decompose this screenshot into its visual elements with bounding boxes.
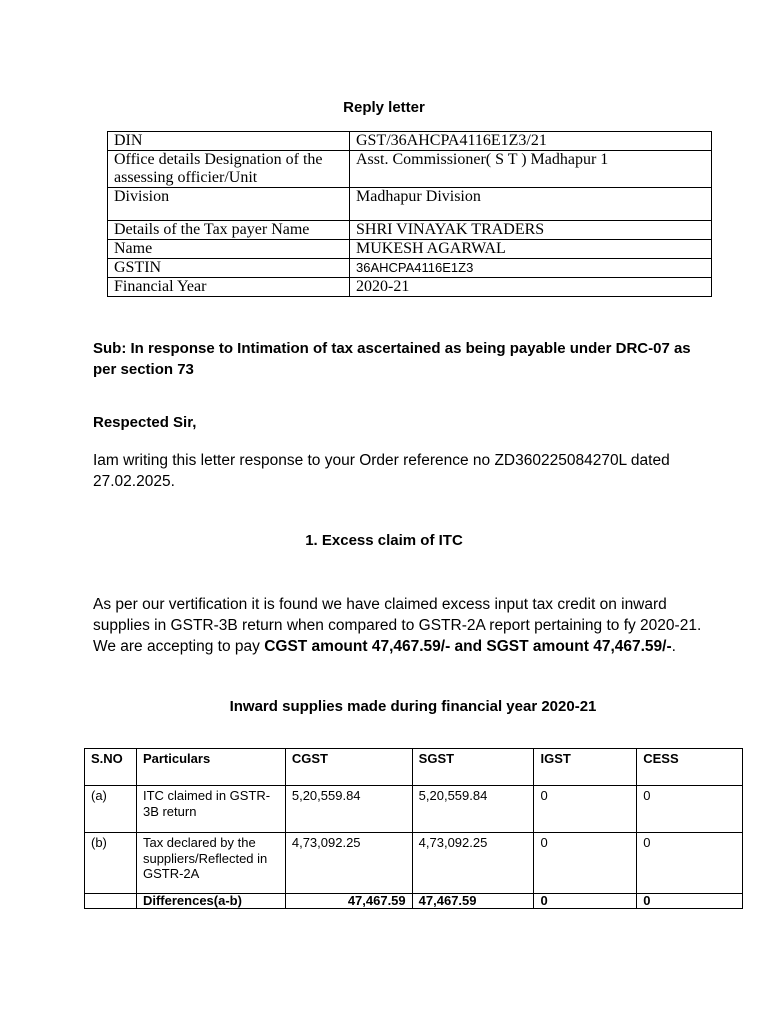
gstin-label: GSTIN: [108, 259, 350, 278]
col-header-igst: IGST: [534, 749, 637, 786]
division-label: Division: [108, 188, 350, 221]
division-value: Madhapur Division: [350, 188, 712, 221]
col-header-sno: S.NO: [85, 749, 137, 786]
itc-table: [84, 748, 743, 909]
gstin-value: 36AHCPA4116E1Z3: [350, 259, 712, 278]
office-details-label: Office details Designation of the assessing officier/Unit: [108, 151, 350, 188]
taxpayer-label: Details of the Tax payer Name: [108, 221, 350, 240]
officer-details-table: [107, 131, 712, 297]
financial-year-label: Financial Year: [108, 278, 350, 297]
body-text: As per our vertification it is found we have claimed excess input tax credit on inward supplies in GSTR-3B return when compared to GSTR-2A report pertaining to fy 2020-21. We are accepting to pay: [93, 596, 702, 655]
cell-sno: (b): [85, 833, 137, 894]
table-row: [108, 132, 712, 151]
cell-cess: 0: [637, 833, 743, 894]
intro-paragraph: Iam writing this letter response to your Order reference no ZD360225084270L dated 27.02.2025.: [93, 452, 670, 490]
cell-sgst-difference: 47,467.59: [412, 894, 534, 909]
table-total-row: [85, 894, 743, 909]
cell-igst: 0: [534, 786, 637, 833]
cell-sgst: 4,73,092.25: [412, 833, 534, 894]
cell-differences-label: Differences(a-b): [136, 894, 285, 909]
table-row: [85, 833, 743, 894]
cell-sgst: 5,20,559.84: [412, 786, 534, 833]
cell-cgst: 5,20,559.84: [285, 786, 412, 833]
cell-igst-difference: 0: [534, 894, 637, 909]
cell-cgst: 4,73,092.25: [285, 833, 412, 894]
cell-particulars: ITC claimed in GSTR-3B return: [136, 786, 285, 833]
col-header-cess: CESS: [637, 749, 743, 786]
name-value: MUKESH AGARWAL: [350, 240, 712, 259]
cell-igst: 0: [534, 833, 637, 894]
table-header-row: [85, 749, 743, 786]
cell-cess: 0: [637, 786, 743, 833]
table-row: [108, 240, 712, 259]
letter-title: Reply letter: [343, 99, 425, 116]
salutation: Respected Sir,: [93, 414, 197, 431]
taxpayer-value: SHRI VINAYAK TRADERS: [350, 221, 712, 240]
table-heading: Inward supplies made during financial year 2020-21: [229, 698, 597, 715]
table-row: [108, 278, 712, 297]
cell-particulars: Tax declared by the suppliers/Reflected in GSTR-2A: [136, 833, 285, 894]
name-label: Name: [108, 240, 350, 259]
table-row: [108, 259, 712, 278]
din-label: DIN: [108, 132, 350, 151]
table-row: [108, 151, 712, 188]
body-amounts: CGST amount 47,467.59/- and SGST amount 47,467.59/-: [264, 638, 672, 655]
table-row: [108, 188, 712, 221]
col-header-sgst: SGST: [412, 749, 534, 786]
din-value: GST/36AHCPA4116E1Z3/21: [350, 132, 712, 151]
subject-line: Sub: In response to Intimation of tax ascertained as being payable under DRC-07 as per section 73: [93, 340, 691, 378]
table-row: [85, 786, 743, 833]
cell-sno: (a): [85, 786, 137, 833]
cell-cgst-difference: 47,467.59: [285, 894, 412, 909]
body-end: .: [671, 638, 676, 655]
cell-sno: [85, 894, 137, 909]
col-header-cgst: CGST: [285, 749, 412, 786]
financial-year-value: 2020-21: [350, 278, 712, 297]
col-header-particulars: Particulars: [136, 749, 285, 786]
table-row: [108, 221, 712, 240]
office-details-value: Asst. Commissioner( S T ) Madhapur 1: [350, 151, 712, 188]
cell-cess-difference: 0: [637, 894, 743, 909]
body-paragraph: [93, 594, 703, 657]
section-heading: 1. Excess claim of ITC: [305, 532, 463, 549]
